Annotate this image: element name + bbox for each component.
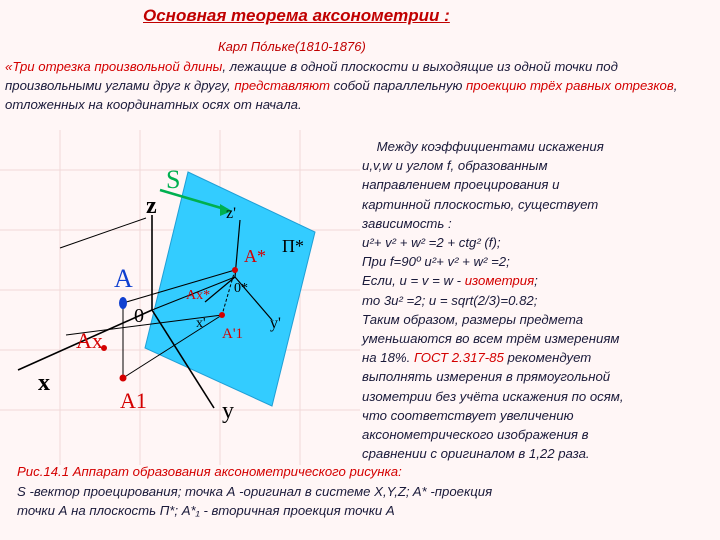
- text-line: выполнять измерения в прямоугольной: [362, 369, 611, 385]
- label-A1: A1: [120, 388, 147, 413]
- caption-line: S -вектор проецирования; точка А -оригинал в системе X,Y,Z; A* -проекция: [17, 483, 493, 499]
- text-line: аксонометрического изображения в: [362, 427, 589, 443]
- theorem-paragraph: [5, 57, 717, 114]
- text-line: Между коэффициентами искажения: [362, 139, 604, 154]
- isometry-term: изометрия: [464, 273, 535, 289]
- label-Pi-star: П*: [282, 236, 304, 256]
- label-A-star: A*: [244, 246, 266, 266]
- theorem-part-1: «Три отрезка произвольной длины: [5, 59, 223, 74]
- gost-suffix: рекомендует: [503, 350, 592, 366]
- gost-reference: ГОСТ 2.317-85: [413, 350, 504, 366]
- text-line: уменьшаются во всем трём измерениям: [362, 331, 620, 347]
- isometry-text: Если, u = v = w -: [362, 273, 465, 289]
- coefficients-text: [362, 137, 707, 463]
- theorem-part-3: представляют: [234, 78, 330, 93]
- label-z: z: [146, 193, 157, 219]
- formula-line: При f=90º u²+ v² + w² =2;: [362, 254, 510, 270]
- gost-line: [362, 348, 707, 367]
- isometry-line: [362, 271, 707, 290]
- label-x: x: [38, 370, 50, 396]
- page-title: Основная теорема аксонометрии :: [143, 6, 450, 25]
- label-O-star: 0*: [234, 281, 248, 296]
- caption-title: Рис.14.1 Аппарат образования аксонометрического рисунка:: [17, 464, 402, 479]
- formula-line: то 3u² =2; u = sqrt(2/3)=0.82;: [362, 292, 538, 308]
- text-line: изометрии без учёта искажения по осям,: [362, 388, 624, 404]
- label-A: A: [114, 264, 133, 293]
- label-y-star: y': [270, 315, 281, 332]
- point-A-star: [232, 267, 238, 273]
- formula-line: u²+ v² + w² =2 + ctg² (f);: [362, 235, 501, 251]
- text-line: зависимость :: [362, 215, 452, 231]
- label-S: S: [166, 165, 181, 194]
- text-line: картинной плоскостью, существует: [362, 196, 599, 212]
- label-x-star: x': [196, 316, 206, 331]
- isometry-end: ;: [534, 273, 538, 289]
- text-line: направлением проецирования и: [362, 177, 560, 193]
- label-y: y: [222, 398, 234, 424]
- theorem-part-5: проекцию трёх равных отрезков: [466, 78, 674, 93]
- label-O: 0: [134, 305, 144, 327]
- label-Ax-star: Ax*: [186, 288, 211, 303]
- author-line: Карл Пóльке(1810-1876): [218, 39, 366, 54]
- label-z-star: z': [226, 205, 236, 222]
- point-A1-star: [219, 312, 225, 318]
- point-A: [119, 297, 127, 309]
- figure-caption: [17, 462, 707, 521]
- theorem-part-4: собой параллельную: [330, 78, 467, 93]
- text-line: что соответствует увеличению: [362, 407, 574, 423]
- axonometry-diagram: [0, 130, 360, 465]
- caption-line: точки А на плоскость П*; A*₁ - вторичная проекция точки А: [17, 503, 395, 518]
- point-A1: [120, 375, 127, 382]
- theorem-part-2: , лежащие в одной плоскости и выходящие из одной точки под произвольными углами друг к другу,: [5, 59, 618, 93]
- text-line: Таким образом, размеры предмета: [362, 311, 584, 327]
- theorem-part-6: , отложенных на координатных осях от начала.: [5, 78, 678, 112]
- text-line: u,v,w и углом f, образованным: [362, 158, 548, 174]
- label-A1-star: A'1: [222, 326, 244, 342]
- text-line: сравнении с оригиналом в 1,22 раза.: [362, 446, 590, 462]
- gost-prefix: на 18%.: [362, 350, 414, 366]
- label-Ax: Ax: [76, 328, 103, 353]
